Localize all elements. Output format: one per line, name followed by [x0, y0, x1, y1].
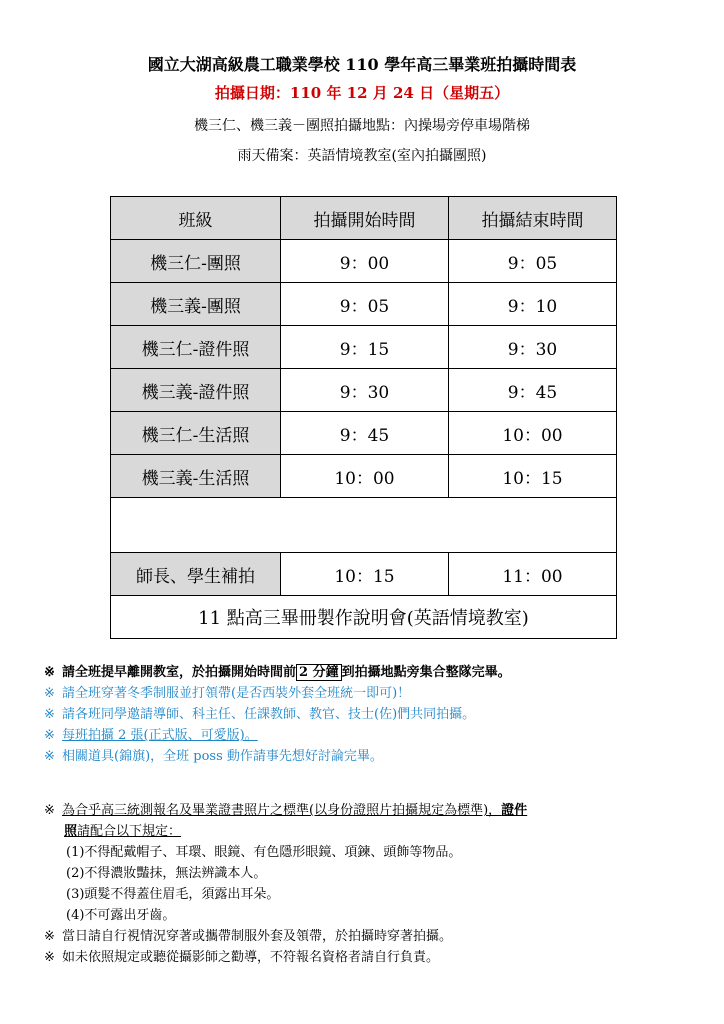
req-mark: ※: [44, 929, 55, 944]
rain-plan: 雨天備案：英語情境教室(室內拍攝團照): [237, 148, 487, 164]
note-mark: ※: [44, 749, 55, 764]
note-mark: ※: [44, 686, 55, 701]
req-mark: ※: [44, 950, 55, 965]
note-mark: ※: [44, 665, 55, 680]
req-mark: ※: [44, 803, 55, 818]
requirement-1: [44, 800, 704, 821]
note-5: [44, 746, 704, 767]
table-header-row: [111, 197, 617, 240]
requirements-section: [44, 800, 704, 968]
row-class: 機三仁-生活照: [111, 412, 281, 455]
header-end: 拍攝結束時間: [449, 197, 617, 240]
table-row: [111, 369, 617, 412]
note-1-box: 2 分鐘: [296, 664, 342, 681]
footer-row: [111, 596, 617, 639]
table-row: [111, 455, 617, 498]
note-2-text: 請全班穿著冬季制服並打領帶(是否西裝外套全班統一即可)！: [62, 686, 411, 701]
req-1-text: 為合乎高三統測報名及畢業證書照片之標準(以身份證照片拍攝規定為標準)，: [62, 803, 502, 818]
row-start: 9：05: [281, 283, 449, 326]
makeup-row: [111, 553, 617, 596]
row-start: 9：30: [281, 369, 449, 412]
table-row: [111, 326, 617, 369]
row-class: 機三義-證件照: [111, 369, 281, 412]
note-4-text: 每班拍攝 2 張(正式版、可愛版)。: [62, 728, 258, 743]
row-end: 9：45: [449, 369, 617, 412]
table-row: [111, 283, 617, 326]
row-start: 9：15: [281, 326, 449, 369]
note-2: [44, 683, 704, 704]
req-3-text: 如未依照規定或聽從攝影師之勸導，不符報名資格者請自行負責。: [62, 950, 440, 965]
req-1-text-cont: 請配合以下規定：: [77, 824, 182, 839]
req-1-bold: 證件: [501, 803, 528, 818]
req-2-text: 當日請自行視情況穿著或攜帶制服外套及領帶，於拍攝時穿著拍攝。: [62, 929, 453, 944]
note-1-text-end: 到拍攝地點旁集合整隊完畢。: [341, 665, 511, 680]
page-title: 國立大湖高級農工職業學校 110 學年高三畢業班拍攝時間表: [147, 55, 577, 74]
row-start: 9：00: [281, 240, 449, 283]
row-end: 9：05: [449, 240, 617, 283]
notes-section: [44, 662, 704, 767]
requirement-1-cont: [44, 821, 704, 842]
requirement-2: [44, 926, 704, 947]
makeup-class: 師長、學生補拍: [111, 553, 281, 596]
note-3: [44, 704, 704, 725]
shoot-date: 拍攝日期：110 年 12 月 24 日（星期五）: [214, 84, 510, 102]
header-start: 拍攝開始時間: [281, 197, 449, 240]
row-class: 機三仁-證件照: [111, 326, 281, 369]
note-1: [44, 662, 704, 683]
note-5-text: 相關道具(錦旗)，全班 poss 動作請事先想好討論完畢。: [62, 749, 383, 764]
note-3-text: 請各班同學邀請導師、科主任、任課教師、教官、技士(佐)們共同拍攝。: [62, 707, 476, 722]
req-1-bold-cont: 照: [64, 824, 78, 839]
note-4: [44, 725, 704, 746]
note-mark: ※: [44, 707, 55, 722]
row-end: 9：10: [449, 283, 617, 326]
req-item: (1)不得配戴帽子、耳環、眼鏡、有色隱形眼鏡、項鍊、頭飾等物品。: [66, 845, 462, 860]
table-row: [111, 412, 617, 455]
row-start: 10：00: [281, 455, 449, 498]
makeup-end: 11：00: [449, 553, 617, 596]
row-end: 9：30: [449, 326, 617, 369]
requirement-3: [44, 947, 704, 968]
row-class: 機三義-團照: [111, 283, 281, 326]
makeup-start: 10：15: [281, 553, 449, 596]
header-class: 班級: [111, 197, 281, 240]
row-end: 10：15: [449, 455, 617, 498]
note-mark: ※: [44, 728, 55, 743]
row-start: 9：45: [281, 412, 449, 455]
req-item: (4)不可露出牙齒。: [66, 908, 176, 923]
empty-row: [111, 498, 617, 553]
row-end: 10：00: [449, 412, 617, 455]
req-item: (2)不得濃妝豔抹，無法辨識本人。: [66, 866, 267, 881]
footer-cell: 11 點高三畢冊製作說明會(英語情境教室): [111, 596, 617, 639]
table-row: [111, 240, 617, 283]
row-class: 機三義-生活照: [111, 455, 281, 498]
note-1-text: 請全班提早離開教室，於拍攝開始時間前: [62, 665, 297, 680]
schedule-table: [110, 196, 617, 639]
empty-cell: [111, 498, 617, 553]
row-class: 機三仁-團照: [111, 240, 281, 283]
shoot-location: 機三仁、機三義－團照拍攝地點：內操場旁停車場階梯: [194, 118, 530, 134]
req-item: (3)頭髮不得蓋住眉毛，須露出耳朵。: [66, 887, 280, 902]
